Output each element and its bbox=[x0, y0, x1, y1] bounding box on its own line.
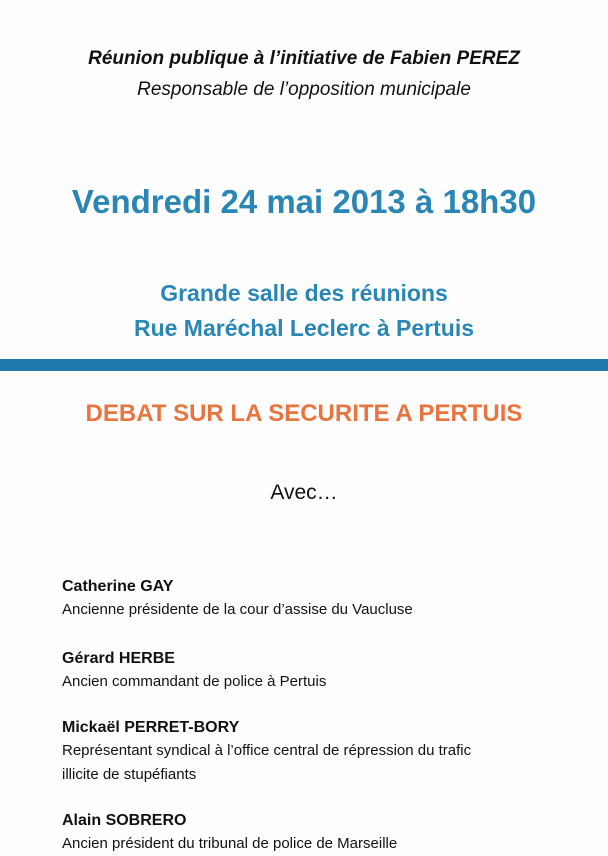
speaker-role: Représentant syndical à l’office central de répression du trafic bbox=[62, 742, 472, 759]
speaker-role: Ancien commandant de police à Pertuis bbox=[62, 673, 327, 690]
speaker-name: Gérard HERBE bbox=[62, 650, 175, 667]
with-label: Avec… bbox=[270, 481, 338, 504]
speaker-role: illicite de stupéfiants bbox=[62, 766, 197, 783]
speaker-item bbox=[62, 576, 602, 622]
venue-address: Rue Maréchal Leclerc à Pertuis bbox=[133, 315, 475, 341]
speaker-item bbox=[62, 648, 602, 694]
speaker-name: Catherine GAY bbox=[62, 578, 174, 595]
debate-title: DEBAT SUR LA SECURITE A PERTUIS bbox=[85, 400, 523, 427]
organizer-heading: Réunion publique à l’initiative de Fabien PEREZ bbox=[88, 48, 520, 69]
speaker-name: Alain SOBRERO bbox=[62, 812, 187, 829]
venue-name: Grande salle des réunions bbox=[160, 280, 448, 306]
speaker-role: Ancienne présidente de la cour d’assise du Vaucluse bbox=[62, 601, 413, 618]
event-date: Vendredi 24 mai 2013 à 18h30 bbox=[71, 183, 537, 220]
speaker-item bbox=[62, 717, 602, 787]
speaker-name: Mickaël PERRET-BORY bbox=[62, 719, 240, 736]
speaker-item bbox=[62, 810, 602, 856]
section-divider bbox=[0, 359, 608, 371]
organizer-subheading: Responsable de l’opposition municipale bbox=[137, 79, 471, 100]
speaker-role: Ancien président du tribunal de police de Marseille bbox=[62, 835, 398, 852]
